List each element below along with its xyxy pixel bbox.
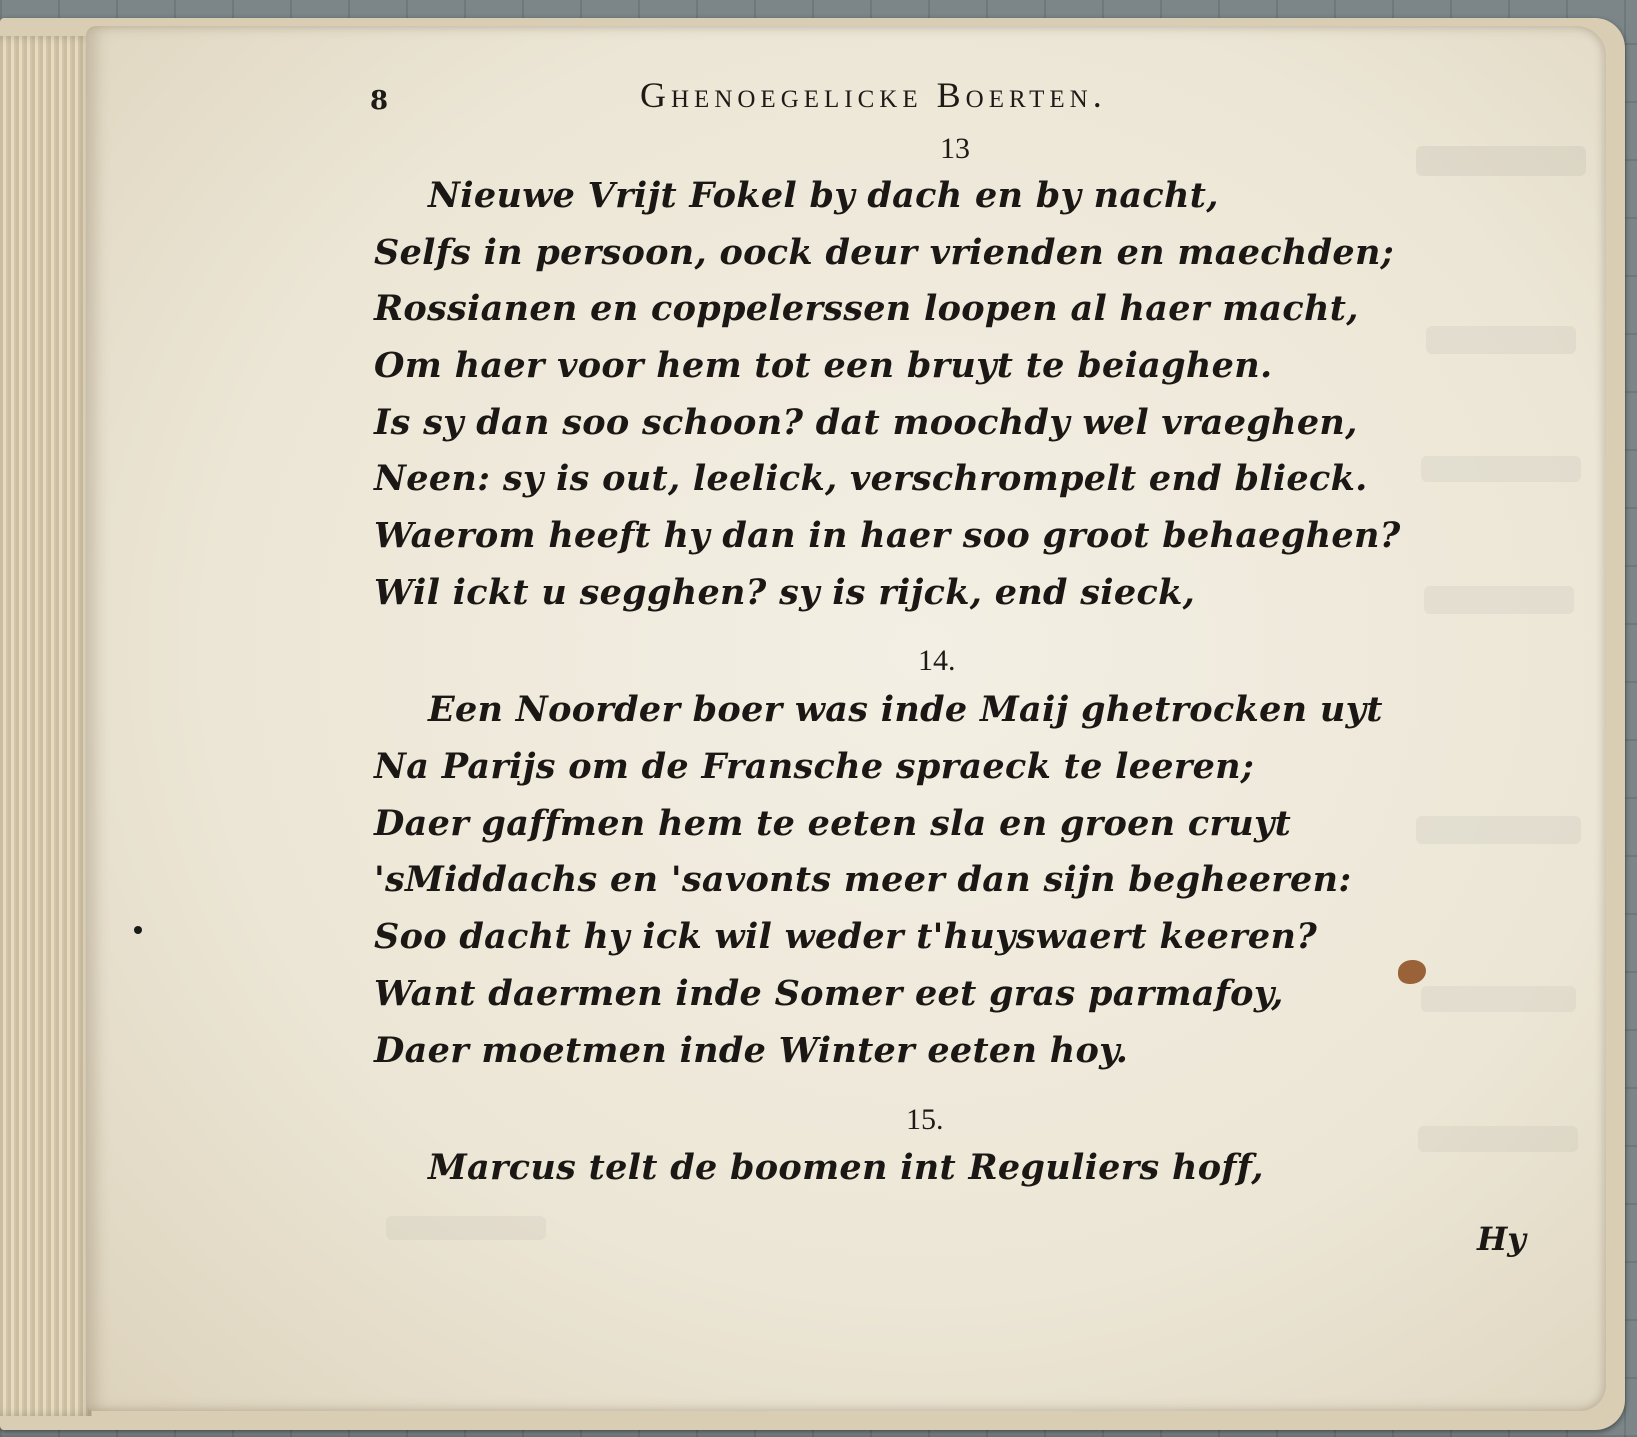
stanza-number: 13 (940, 132, 970, 165)
show-through-mark (1416, 146, 1586, 176)
verse-line: Een Noorder boer was inde Maij ghetrocken uyt (428, 689, 1383, 730)
running-head: Ghenoegelicke Boerten. (640, 75, 1107, 115)
show-through-mark (1424, 586, 1574, 614)
show-through-mark (1416, 816, 1581, 844)
verse-line: Waerom heeft hy dan in haer soo groot behaeghen? (374, 515, 1401, 556)
verse-line: Neen: sy is out, leelick, verschrompelt end blieck. (374, 458, 1368, 499)
verse-line: Nieuwe Vrijt Fokel by dach en by nacht, (428, 175, 1219, 216)
verse-line: Om haer voor hem tot een bruyt te beiaghen. (374, 345, 1273, 386)
stanza-number: 14. (918, 644, 956, 677)
stanza-number: 15. (906, 1103, 944, 1136)
ink-spot (134, 926, 142, 934)
show-through-mark (1426, 326, 1576, 354)
show-through-mark (386, 1216, 546, 1240)
page-edges (0, 36, 92, 1416)
page-header (0, 68, 1600, 118)
page-number: 8 (370, 86, 389, 116)
verse-line: Daer moetmen inde Winter eeten hoy. (374, 1030, 1129, 1071)
verse-line: Selfs in persoon, oock deur vrienden en maechden; (374, 232, 1394, 273)
verse-line: Na Parijs om de Fransche spraeck te leeren; (374, 746, 1255, 787)
verse-line: Want daermen inde Somer eet gras parmafoy, (374, 973, 1284, 1014)
verse-line: Wil ickt u segghen? sy is rijck, end sieck, (374, 572, 1196, 613)
show-through-mark (1421, 986, 1576, 1012)
verse-line: 'sMiddachs en 'savonts meer dan sijn begheeren: (374, 859, 1352, 900)
verse-line: Rossianen en coppelerssen loopen al haer macht, (374, 288, 1359, 329)
verse-line: Soo dacht hy ick wil weder t'huyswaert keeren? (374, 916, 1318, 957)
verse-line: Is sy dan soo schoon? dat moochdy wel vraeghen, (374, 402, 1358, 443)
show-through-mark (1418, 1126, 1578, 1152)
verse-line: Daer gaffmen hem te eeten sla en groen cruyt (374, 803, 1292, 844)
show-through-mark (1421, 456, 1581, 482)
verse-line: Marcus telt de boomen int Reguliers hoff, (428, 1147, 1264, 1188)
catchword: Hy (1477, 1220, 1526, 1258)
